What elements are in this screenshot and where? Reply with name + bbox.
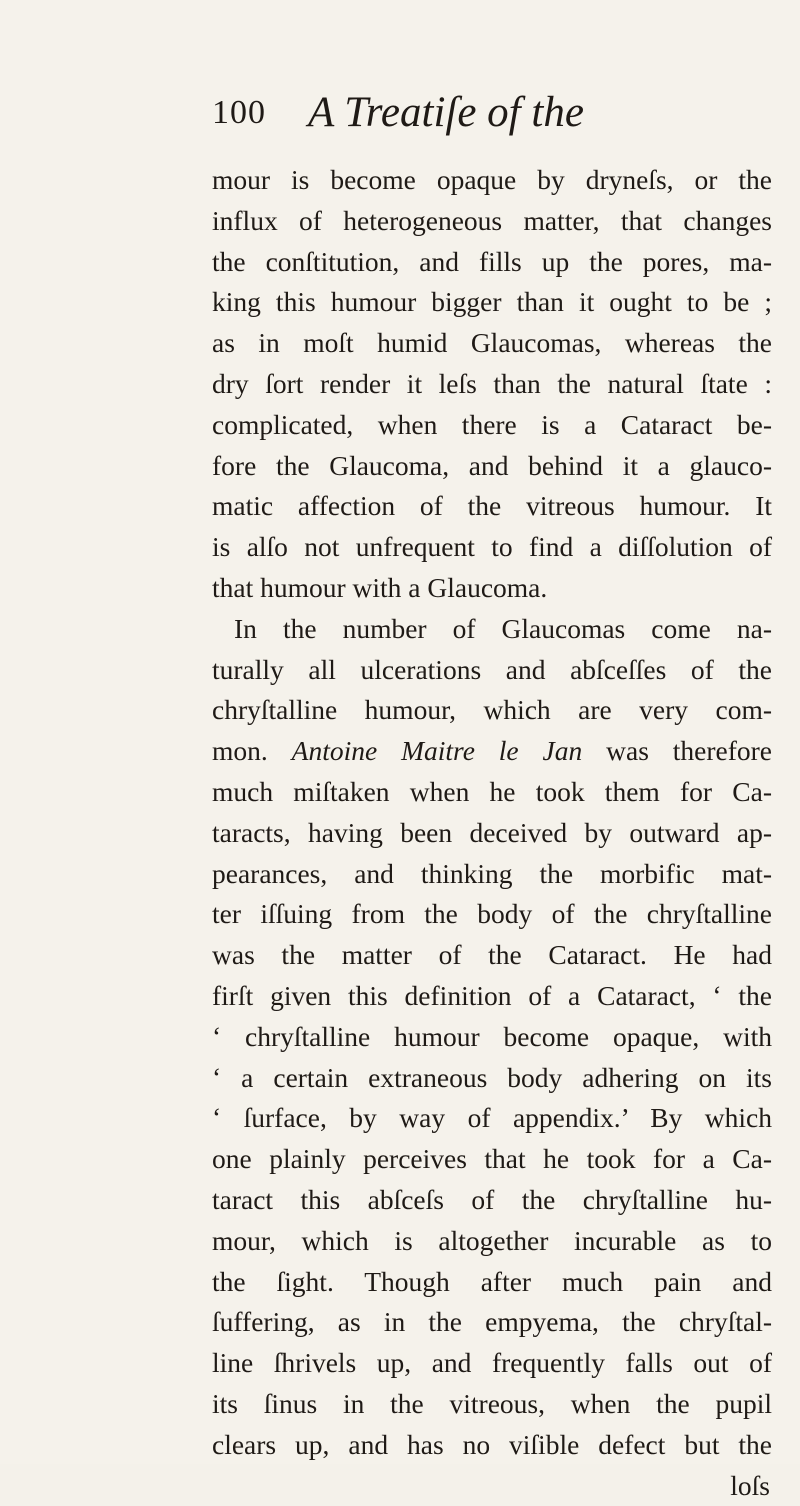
text-line: matic affection of the vitreous humour. It xyxy=(212,486,772,527)
text-line: the ſight. Though after much pain and xyxy=(212,1262,772,1303)
author-name: Antoine Maitre le Jan xyxy=(292,735,583,766)
text-line: ‘ ſurface, by way of appendix.’ By which xyxy=(212,1098,772,1139)
text-line: fore the Glaucoma, and behind it a glauco- xyxy=(212,446,772,487)
text-line: pearances, and thinking the morbific mat- xyxy=(212,854,772,895)
body-text xyxy=(212,160,772,1506)
text-segment: was therefore xyxy=(606,735,772,766)
text-line: mour is become opaque by dryneſs, or the xyxy=(212,160,772,201)
text-line: was the matter of the Cataract. He had xyxy=(212,935,772,976)
text-line: ‘ chryſtalline humour become opaque, with xyxy=(212,1017,772,1058)
text-line: chryſtalline humour, which are very com- xyxy=(212,690,772,731)
text-line: much miſtaken when he took them for Ca- xyxy=(212,772,772,813)
text-line: that humour with a Glaucoma. xyxy=(212,568,772,609)
text-line: ſuffering, as in the empyema, the chryſtal- xyxy=(212,1302,772,1343)
text-line: clears up, and has no viſible defect but the xyxy=(212,1425,772,1466)
text-line: its ſinus in the vitreous, when the pupil xyxy=(212,1384,772,1425)
text-line: In the number of Glaucomas come na- xyxy=(212,609,772,650)
text-line: complicated, when there is a Cataract be- xyxy=(212,405,772,446)
text-line: dry ſort render it leſs than the natural ſtate : xyxy=(212,364,772,405)
page-number: 100 xyxy=(212,94,266,132)
text-line: as in moſt humid Glaucomas, whereas the xyxy=(212,323,772,364)
running-title: A Treatiſe of the xyxy=(308,88,584,137)
text-segment: mon. xyxy=(212,735,268,766)
catchword: loſs xyxy=(212,1466,772,1506)
text-line: influx of heterogeneous matter, that changes xyxy=(212,201,772,242)
text-line: ter iſſuing from the body of the chryſtalline xyxy=(212,894,772,935)
text-line: firſt given this definition of a Cataract, ‘ the xyxy=(212,976,772,1017)
text-line: the conſtitution, and fills up the pores, ma- xyxy=(212,242,772,283)
text-line-mixed xyxy=(212,731,772,772)
text-line: king this humour bigger than it ought to be ; xyxy=(212,282,772,323)
text-line: is alſo not unfrequent to find a diſſolution of xyxy=(212,527,772,568)
text-line: mour, which is altogether incurable as to xyxy=(212,1221,772,1262)
text-line: taract this abſceſs of the chryſtalline hu- xyxy=(212,1180,772,1221)
text-line: one plainly perceives that he took for a Ca- xyxy=(212,1139,772,1180)
text-line: taracts, having been deceived by outward ap- xyxy=(212,813,772,854)
text-line: line ſhrivels up, and frequently falls out of xyxy=(212,1343,772,1384)
text-line: turally all ulcerations and abſceſſes of the xyxy=(212,650,772,691)
text-line: ‘ a certain extraneous body adhering on its xyxy=(212,1058,772,1099)
page-header xyxy=(212,94,800,144)
